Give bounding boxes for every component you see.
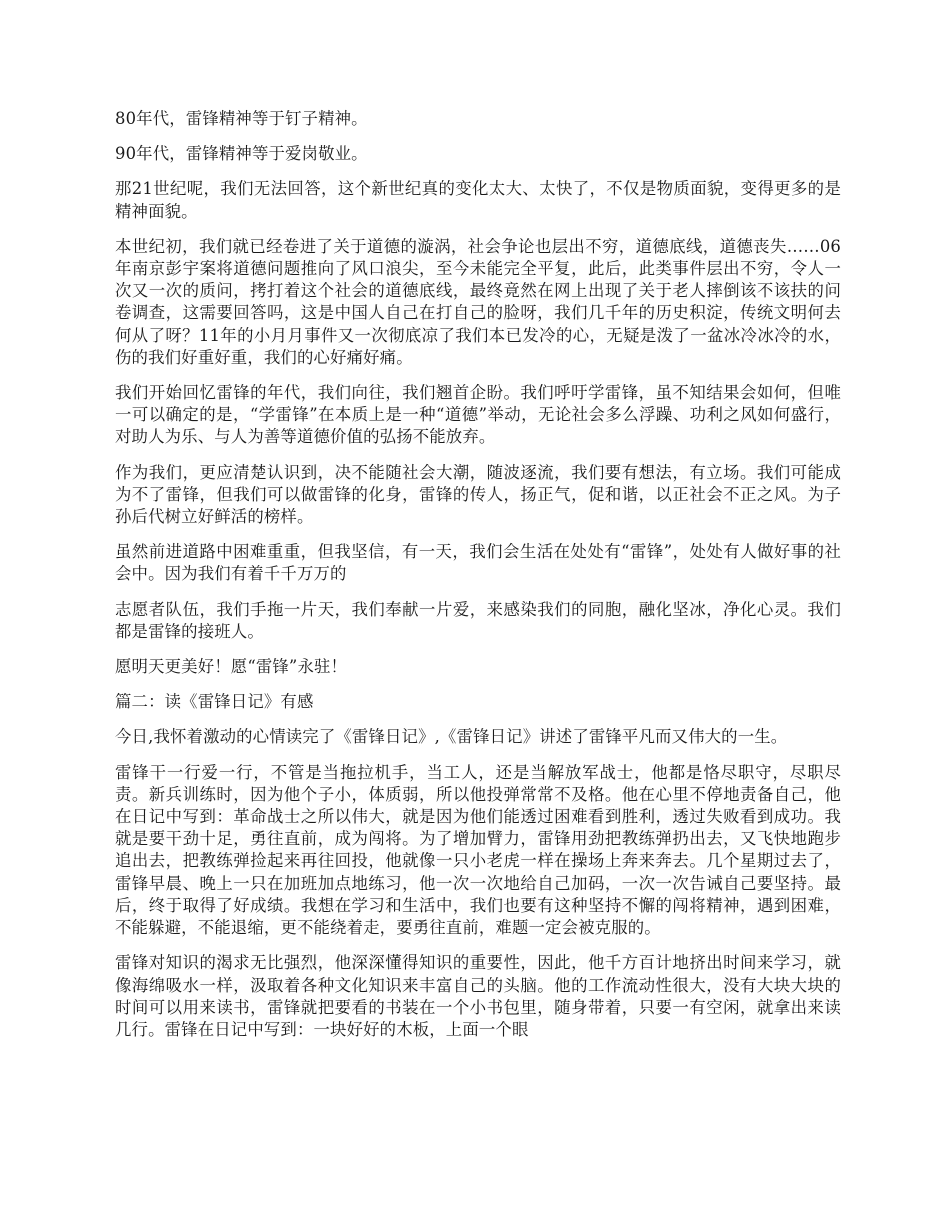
paragraph-7: 虽然前进道路中困难重重，但我坚信，有一天，我们会生活在处处有“雷锋”，处处有人做好事的社会中。因为我们有着千千万万的 [115,542,841,584]
paragraph-3: 那21世纪呢，我们无法回答，这个新世纪真的变化太大、太快了，不仅是物质面貌，变得更多的是精神面貌。 [115,179,841,221]
paragraph-1: 80年代，雷锋精神等于钉子精神。 [115,109,368,128]
paragraph-4: 本世纪初，我们就已经卷进了关于道德的漩涡，社会争论也层出不穷，道德底线，道德丧失……06年南京彭宇案将道德问题推向了风口浪尖，至今未能完全平复，此后，此类事件层出不穷，令人一次又一次的质问，拷打着这个社会的道德底线，最终竟然在网上出现了关于老人摔倒该不该扶的问卷调查，这需要回答吗，这是中国人自己在打自己的脸呀，我们几千年的历史积淀，传统文明何去何从了呀？11年的小月月事件又一次彻底凉了我们本已发冷的心，无疑是泼了一盆冰冷冰冷的水，伤的我们好重好重，我们的心好痛好痛。 [115,236,841,367]
paragraph-9: 愿明天更美好！愿“雷锋”永驻！ [115,657,348,677]
paragraph-11: 今日,我怀着激动的心情读完了《雷锋日记》,《雷锋日记》讲述了雷锋平凡而又伟大的一生。 [115,727,788,747]
paragraph-12: 雷锋干一行爱一行，不管是当拖拉机手，当工人，还是当解放军战士，他都是恪尽职守，尽职尽责。新兵训练时，因为他个子小，体质弱，所以他投弹常常不及格。他在心里不停地责备自己，他在日记中写到：革命战士之所以伟大，就是因为他们能透过困难看到胜利，透过失败看到成功。我就是要干劲十足，勇往直前，成为闯将。为了增加臂力，雷锋用劲把教练弹扔出去，又飞快地跑步追出去，把教练弹捡起来再往回投，他就像一只小老虎一样在操场上奔来奔去。几个星期过去了，雷锋早晨、晚上一只在加班加点地练习，他一次一次地给自己加码，一次一次告诫自己要坚持。最后，终于取得了好成绩。我想在学习和生活中，我们也要有这种坚持不懈的闯将精神，遇到困难，不能躲避，不能退缩，更不能绕着走，要勇往直前，难题一定会被克服的。 [115,762,841,938]
document-page [115,108,841,1054]
paragraph-6: 作为我们，更应清楚认识到，决不能随社会大潮，随波逐流，我们要有想法，有立场。我们可能成为不了雷锋，但我们可以做雷锋的化身，雷锋的传人，扬正气，促和谐，以正社会不正之风。为子孙后代树立好鲜活的榜样。 [115,462,841,527]
section-heading: 篇二：读《雷锋日记》有感 [115,692,314,712]
paragraph-8: 志愿者队伍，我们手拖一片天，我们奉献一片爱，来感染我们的同胞，融化坚冰，净化心灵。我们都是雷锋的接班人。 [115,599,841,641]
paragraph-5: 我们开始回忆雷锋的年代，我们向往，我们翘首企盼。我们呼吁学雷锋，虽不知结果会如何，但唯一可以确定的是，“学雷锋”在本质上是一种“道德”举动，无论社会多么浮躁、功利之风如何盛行，对助人为乐、与人为善等道德价值的弘扬不能放弃。 [115,383,841,447]
paragraph-2: 90年代，雷锋精神等于爱岗敬业。 [115,144,368,164]
paragraph-13: 雷锋对知识的渴求无比强烈，他深深懂得知识的重要性，因此，他千方百计地挤出时间来学习，就像海绵吸水一样，汲取着各种文化知识来丰富自己的头脑。他的工作流动性很大，没有大块大块的时间可以用来读书，雷锋就把要看的书装在一个小书包里，随身带着，只要一有空闲，就拿出来读几行。雷锋在日记中写到：一块好好的木板，上面一个眼 [115,953,841,1039]
